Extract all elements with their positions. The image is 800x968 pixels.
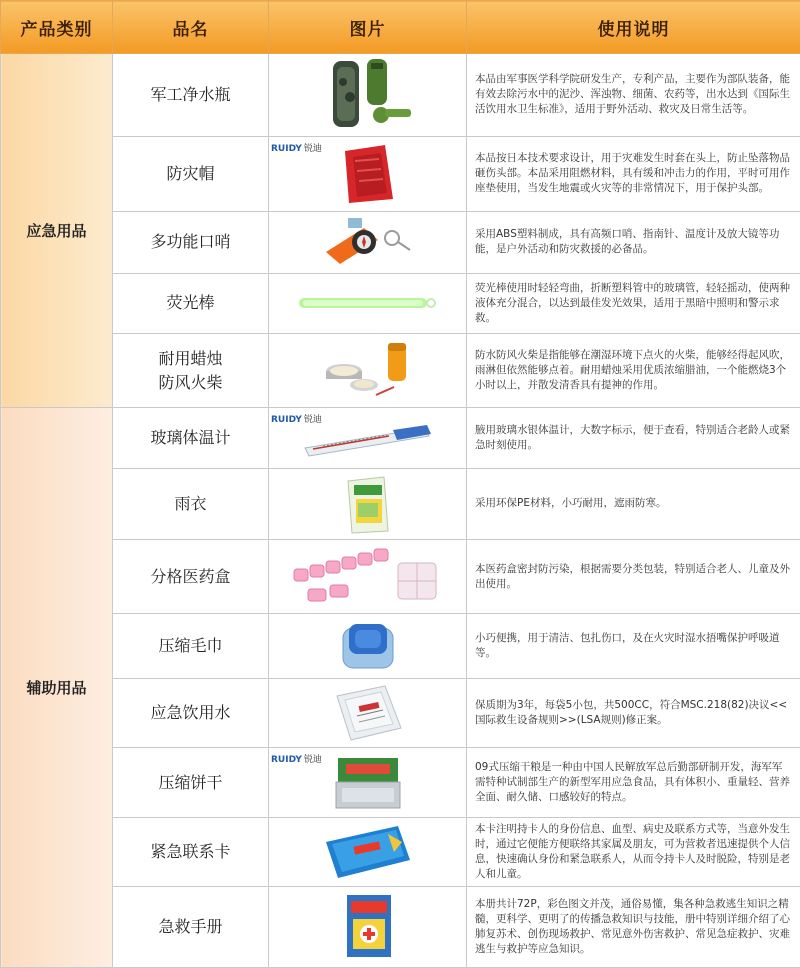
header-description: 使用说明 [467,1,800,54]
emergency-water-image [323,682,413,744]
product-description: 采用ABS塑料制成，具有高频口哨、指南针、温度计及放大镜等功能，是户外活动和防灾救援的必备品。 [467,211,800,274]
product-description: 09式压缩干粮是一种由中国人民解放军总后勤部研制开发，海军军需特种试制部生产的新型军用应急食品，具有体积小、重量轻、营养全面、耐久储、口感较好的特点。 [467,747,800,818]
product-name: 防灾帽 [113,136,269,211]
product-name: 玻璃体温计 [113,408,269,469]
product-image [269,408,467,469]
product-description: 荧光棒使用时轻轻弯曲，折断塑料管中的玻璃管，轻轻摇动，使两种液体充分混合，以达到最佳发光效果，适用于黑暗中照明和警示求救。 [467,274,800,334]
category-emergency: 应急用品 [1,54,113,408]
product-name: 雨衣 [113,469,269,540]
ruidy-logo: RUIDY 锐迪 [271,415,322,426]
header-image: 图片 [269,1,467,54]
table-row [1,614,800,679]
category-auxiliary: 辅助用品 [1,408,113,968]
disaster-hood-image [333,141,403,207]
product-description: 本卡注明持卡人的身份信息、血型、病史及联系方式等，当意外发生时，通过它便能方便联络其家属及朋友，可为营救者迅速提供个人信息，快速确认身份和紧急联系人，从而令持卡人及时脱险，特别是老人和儿童。 [467,818,800,887]
product-image [269,54,467,137]
table-row [1,136,800,211]
product-description: 本品按日本技术要求设计，用于灾难发生时套在头上，防止坠落物品砸伤头部。本品采用阻燃材料，具有缓和冲击力的作用，平时可用作座垫使用，当发生地震或火灾等的非常情况下，用于保护头部。 [467,136,800,211]
table-row [1,274,800,334]
product-image [269,469,467,540]
product-image [269,333,467,408]
table-row [1,54,800,137]
product-description: 腋用玻璃水银体温计，大数字标示，便于查看，特别适合老龄人或紧急时刻使用。 [467,408,800,469]
table-row [1,818,800,887]
product-name-line2: 防风火柴 [158,372,223,392]
product-description: 采用环保PE材料，小巧耐用，遮雨防寒。 [467,469,800,540]
product-description: 本册共计72P，彩色图文并茂，通俗易懂，集各种急救逃生知识之精髓，更科学、更明了的传播急救知识与技能，册中特别详细介绍了心肺复苏术、创伤现场救护、常见意外伤害救护、常见急症救护、灾难逃生与救护等应急知识。 [467,887,800,968]
candle-matches-image [318,337,418,405]
whistle-image [318,214,418,270]
product-name: 荧光棒 [113,274,269,334]
compressed-towel-image [333,618,403,674]
table-row [1,469,800,540]
product-image [269,887,467,968]
table-row [1,408,800,469]
ruidy-logo: RUIDY 锐迪 [271,143,322,154]
product-description: 保质期为3年，每袋5小包，共500CC，符合MSC.218(82)决议<<国际救生设备规则>>(LSA规则)修正案。 [467,679,800,748]
table-row [1,333,800,408]
product-name: 急救手册 [113,887,269,968]
raincoat-image [338,473,398,535]
product-name: 紧急联系卡 [113,818,269,887]
first-aid-manual-image [333,891,403,963]
water-bottle-image [323,57,413,133]
pill-box-image [288,545,448,609]
product-name: 压缩毛巾 [113,614,269,679]
product-image [269,747,467,818]
header-row [1,1,800,54]
table-row [1,211,800,274]
product-image [269,614,467,679]
product-image [269,274,467,334]
product-image [269,539,467,614]
product-image [269,211,467,274]
header-category: 产品类别 [1,1,113,54]
product-image [269,136,467,211]
table-row [1,539,800,614]
product-name: 应急饮用水 [113,679,269,748]
product-name: 分格医药盒 [113,539,269,614]
table-row [1,679,800,748]
product-name: 军工净水瓶 [113,54,269,137]
glow-stick-image [293,283,443,323]
compressed-biscuit-image [328,752,408,814]
product-name: 多功能口哨 [113,211,269,274]
product-description: 本品由军事医学科学院研发生产，专利产品，主要作为部队装备，能有效去除污水中的泥沙、浑浊物、细菌、农药等，出水达到《国际生活饮用水卫生标准》，适用于野外活动、救灾及日常生活等。 [467,54,800,137]
product-name-line1: 耐用蜡烛 [158,348,223,368]
product-name [113,333,269,408]
header-name: 品名 [113,1,269,54]
product-image [269,818,467,887]
product-description: 小巧便携，用于清洁、包扎伤口，及在火灾时湿水捂嘴保护呼吸道等。 [467,614,800,679]
product-description: 本医药盒密封防污染，根据需要分类包装，特别适合老人、儿童及外出使用。 [467,539,800,614]
table-row [1,747,800,818]
product-image [269,679,467,748]
product-description: 防水防风火柴是指能够在潮湿环境下点火的火柴，能够经得起风吹，雨淋但依然能够点着。耐用蜡烛采用优质浓缩腊油，一个能燃烧3个小时以上，并散发清香具有提神的作用。 [467,333,800,408]
ruidy-logo: RUIDY 锐迪 [271,754,322,765]
product-name: 压缩饼干 [113,747,269,818]
table-row [1,887,800,968]
contact-card-image [318,822,418,882]
